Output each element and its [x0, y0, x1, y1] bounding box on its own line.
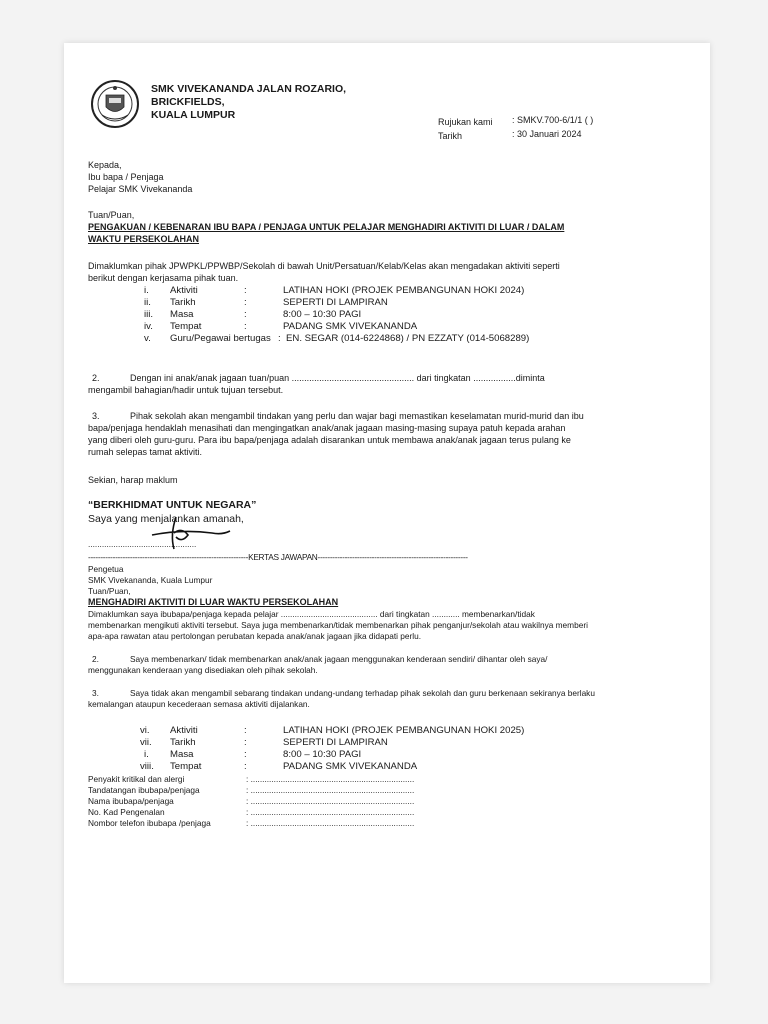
field-ic-input[interactable]: : ....................................................................... — [246, 807, 415, 817]
closing-line: Sekian, harap maklum — [88, 475, 178, 485]
reply-heading: MENGHADIRI AKTIVITI DI LUAR WAKTU PERSEKOLAHAN — [88, 597, 339, 607]
reply-line2: SMK Vivekananda, Kuala Lumpur — [88, 575, 213, 585]
reply-para3-line1: Saya tidak akan mengambil sebarang tindakan undang-undang terhadap pihak sekolah dan guru berkenaan sekiranya berlaku — [130, 688, 595, 698]
signature-dots: ............................................... — [88, 539, 197, 549]
school-name: SMK VIVEKANANDA JALAN ROZARIO, — [151, 83, 347, 95]
para2-line2: mengambil bahagian/hadir untuk tujuan tersebut. — [88, 385, 284, 395]
para2-text: Dengan ini anak/anak jagaan tuan/puan ................................................. dari tingkatan .................diminta — [130, 373, 545, 383]
answer-sheet-divider: -----------------------------------------------------------------KERTAS JAWAPAN------------------------------------------------------------- — [88, 552, 468, 562]
date-label: Tarikh — [438, 131, 463, 141]
para3-line2: bapa/penjaga hendaklah menasihati dan mengingatkan anak/anak jagaan masing-masing supaya patuh kepada arahan — [88, 423, 566, 433]
salutation: Tuan/Puan, — [88, 210, 135, 220]
para3-line1: Pihak sekolah akan mengambil tindakan yang perlu dan wajar bagi memastikan keselamatan murid-murid dan ibu — [130, 411, 584, 421]
field-name-label: Nama ibubapa/penjaga — [88, 796, 174, 806]
reply-para1-line3: apa-apa rawatan atau pertolongan perubatan kepada anak/anak jagaan jika didapati perlu. — [88, 631, 422, 641]
date-value: : 30 Januari 2024 — [512, 129, 582, 139]
school-crest-icon — [90, 79, 140, 129]
school-address-line2: BRICKFIELDS, — [151, 96, 225, 108]
para3-line4: rumah selepas tamat aktiviti. — [88, 447, 203, 457]
reply-line3: Tuan/Puan, — [88, 586, 131, 596]
para3-line3: yang diberi oleh guru-guru. Para ibu bapa/penjaga adalah disarankan untuk membawa anak/anak jagaan terus pulang ke — [88, 435, 571, 445]
field-name-input[interactable]: : ....................................................................... — [246, 796, 415, 806]
reply-line1: Pengetua — [88, 564, 124, 574]
para2-number: 2. — [92, 373, 100, 383]
field-phone-input[interactable]: : ....................................................................... — [246, 818, 415, 828]
field-allergy-input[interactable]: : ....................................................................... — [246, 774, 415, 784]
reply-para1-line2: membenarkan mengikuti aktiviti tersebut. Saya juga membenarkan/tidak membenarkan pihak penganjur/sekolah atau wakilnya memberi — [88, 620, 588, 630]
reply-para2-number: 2. — [92, 654, 99, 664]
school-address-line3: KUALA LUMPUR — [151, 109, 236, 121]
recipient-line2: Ibu bapa / Penjaga — [88, 172, 164, 182]
field-phone-label: Nombor telefon ibubapa /penjaga — [88, 818, 211, 828]
field-signature-input[interactable]: : ....................................................................... — [246, 785, 415, 795]
letter-page: SMK VIVEKANANDA JALAN ROZARIO, BRICKFIELDS, KUALA LUMPUR Rujukan kami : SMKV.700-6/1/1 ( ) Tarikh : 30 Januari 2024 Kepada, Ibu bapa / Penjaga Pelajar SMK Vivekananda Tuan/Puan, PENGAKUAN / KEBENARAN IBU BAPA / PENJAGA UNTUK PELAJAR MENGHADIRI AKTIVITI DI LUAR / DALAM WAKTU PERSEKOLAHAN Dimaklumkan pihak JPWPKL/PPWBP/Sekolah di bawah Unit/Persatuan/Kelab/Kelas akan mengadakan aktiviti seperti berikut dengan kerjasama pihak tuan. i. Aktiviti : LATIHAN HOKI (PROJEK PEMBANGUNAN HOKI 2024) ii. Tarikh : SEPERTI DI LAMPIRAN iii. Masa : 8:00 – 10:30 PAGI iv. Tempat : PADANG SMK VIVEKANANDA v. Guru/Pegawai bertugas : EN. SEGAR (014-6224868) / PN EZZATY (014-5068289) 2. Dengan ini anak/anak jagaan tuan/puan ................................................. dari tingkatan .................diminta mengambil bahagian/hadir untuk tujuan tersebut. 3. Pihak sekolah akan mengambil tindakan yang perlu dan wajar bagi memastikan keselamatan murid-murid dan ibu bapa/penjaga hendaklah menasihati dan mengingatkan anak/anak jagaan masing-masing supaya patuh kepada arahan yang diberi oleh guru-guru. Para ibu bapa/penjaga adalah disarankan untuk membawa anak/anak jagaan terus pulang ke rumah selepas tamat aktiviti. Sekian, harap maklum “BERKHIDMAT UNTUK NEGARA” Saya yang menjalankan amanah, ............................................... -----------------------------------------------------------------KERTAS JAWAPAN------------------------------------------------------------- Pengetua SMK Vivekananda, Kuala Lumpur Tuan/Puan, MENGHADIRI AKTIVITI DI LUAR WAKTU PERSEKOLAHAN Dimaklumkan saya ibubapa/penjaga kepada pelajar .......................................... dari tingkatan ............ membenarkan/tidak membenarkan mengikuti aktiviti tersebut. Saya juga membenarkan/tidak membenarkan pihak penganjur/sekolah atau wakilnya memberi apa-apa rawatan atau pertolongan perubatan kepada anak/anak jagaan jika didapati perlu. 2. Saya membenarkan/ tidak membenarkan anak/anak jagaan menggunakan kenderaan sendiri/ dihantar oleh saya/ menggunakan kenderaan yang disediakan oleh pihak sekolah. 3. Saya tidak akan mengambil sebarang tindakan undang-undang terhadap pihak sekolah dan guru berkenaan sekiranya berlaku kemalangan ataupun kecederaan semasa aktiviti dijalankan. vi. Aktiviti : LATIHAN HOKI (PROJEK PEMBANGUNAN HOKI 2025) vii. Tarikh : SEPERTI DI LAMPIRAN i. Masa : 8:00 – 10:30 PAGI viii. Tempat : PADANG SMK VIVEKANANDA Penyakit kritikal dan alergi : ....................................................................... Tandatangan ibubapa/penjaga : ....................................................................... Nama ibubapa/penjaga : ....................................................................... No. Kad Pengenalan : ....................................................................... Nombor telefon ibubapa /penjaga : ....................................................................... — [64, 43, 710, 983]
reply-para2-line1: Saya membenarkan/ tidak membenarkan anak/anak jagaan menggunakan kenderaan sendiri/ dihantar oleh saya/ — [130, 654, 548, 664]
motto: “BERKHIDMAT UNTUK NEGARA” — [88, 499, 257, 511]
reference-value: : SMKV.700-6/1/1 ( ) — [512, 115, 594, 125]
field-ic-label: No. Kad Pengenalan — [88, 807, 165, 817]
subject-line2: WAKTU PERSEKOLAHAN — [88, 234, 200, 244]
recipient-line3: Pelajar SMK Vivekananda — [88, 184, 193, 194]
reply-para3-line2: kemalangan ataupun kecederaan semasa aktiviti dijalankan. — [88, 699, 310, 709]
intro-line2: berikut dengan kerjasama pihak tuan. — [88, 273, 239, 283]
recipient-line1: Kepada, — [88, 160, 122, 170]
closing-amanah: Saya yang menjalankan amanah, — [88, 513, 244, 525]
intro-line1: Dimaklumkan pihak JPWPKL/PPWBP/Sekolah di bawah Unit/Persatuan/Kelab/Kelas akan mengadakan aktiviti seperti — [88, 261, 560, 271]
para3-number: 3. — [92, 411, 100, 421]
reply-para1-line1: Dimaklumkan saya ibubapa/penjaga kepada pelajar .......................................... dari tingkatan ............ membenarkan/tidak — [88, 609, 535, 619]
reply-para3-number: 3. — [92, 688, 99, 698]
field-allergy-label: Penyakit kritikal dan alergi — [88, 774, 185, 784]
reply-para2-line2: menggunakan kenderaan yang disediakan oleh pihak sekolah. — [88, 665, 318, 675]
field-signature-label: Tandatangan ibubapa/penjaga — [88, 785, 200, 795]
reference-label: Rujukan kami — [438, 117, 493, 127]
subject-line1: PENGAKUAN / KEBENARAN IBU BAPA / PENJAGA UNTUK PELAJAR MENGHADIRI AKTIVITI DI LUAR / DALAM — [88, 222, 565, 232]
